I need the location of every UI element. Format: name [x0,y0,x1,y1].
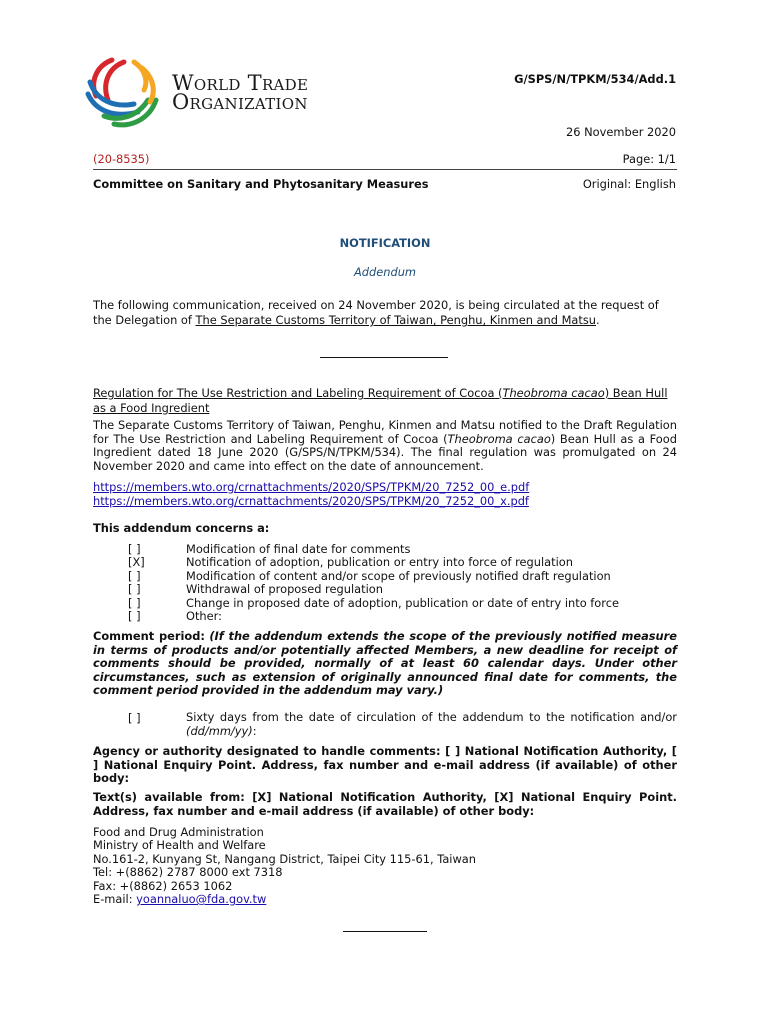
intro-end: . [596,313,600,327]
texts-available-paragraph: Text(s) available from: [X] National Notification Authority, [X] National Enquiry Point. Address, fax number and e-mail address (if available) of other body: [93,790,677,818]
link-original-pdf[interactable]: https://members.wto.org/crnattachments/2020/SPS/TPKM/20_7252_00_x.pdf [93,494,529,508]
comment-option-date: (dd/mm/yy) [186,723,253,738]
regulation-title-part2: ) Bean Hull as a Food Ingredient [93,386,668,415]
regulation-title [93,386,677,416]
committee-name: Committee on Sanitary and Phytosanitary Measures [93,177,429,191]
checkbox: [ ] [128,609,141,623]
comment-option [186,711,677,738]
contact-fax: Fax: +(8862) 2653 1062 [93,878,233,893]
email-label: E-mail: [93,892,137,907]
comment-period [93,630,677,698]
org-name-line2: Organization [172,90,308,114]
checkbox: [ ] [128,582,141,597]
email-link[interactable]: yoannaluo@fda.gov.tw [136,892,267,907]
link-english-pdf[interactable]: https://members.wto.org/crnattachments/2020/SPS/TPKM/20_7252_00_e.pdf [93,480,530,494]
regulation-body [93,419,677,473]
org-name [172,71,309,114]
notification-heading: NOTIFICATION [339,236,431,250]
contact-email-row [93,893,677,906]
checkbox: [ ] [128,568,141,583]
intro-text: The following communication, received on 24 November 2020, is being circulated at the request of the Delegation of [93,298,659,327]
comment-option-text: Sixty days from the date of circulation of the addendum to the notification and/or [186,710,677,724]
section-separator [320,357,448,358]
contact-tel: Tel: +(8862) 2787 8000 ext 7318 [93,865,283,880]
attachment-links [93,480,677,508]
comment-option-checkbox: [ ] [128,711,141,725]
regulation-body-species: Theobroma cacao [447,431,551,446]
regulation-body-part2: ) Bean Hull as a Food Ingredient dated 18 June 2020 (G/SPS/N/TPKM/534). The final regulation was promulgated on 24 November 2020 and came into effect on the date of announcement. [93,431,677,473]
comment-period-label: Comment period: [93,629,205,643]
checkbox-checked: [X] [128,555,145,570]
comment-period-text: (If the addendum extends the scope of the previously notified measure in terms of products and/or potentially affected Members, a new deadline for receipt of comments should be provided, normally of at least 60 calendar days. Under other circumstances, such as extension of originally announced final date for comments, the comment period provided in the addendum may vary.) [93,629,677,698]
original-language: Original: English [582,177,676,191]
wto-logo-icon [82,56,162,128]
end-separator [343,931,427,932]
org-name-line1: World Trade [172,71,309,95]
page-number: Page: 1/1 [622,152,676,166]
addendum-subheading: Addendum [353,265,417,279]
contact-address: No.161-2, Kunyang St, Nangang District, Taipei City 115-61, Taiwan [93,851,476,866]
document-date: 26 November 2020 [566,125,676,139]
contact-block [93,826,677,906]
header-divider [93,169,677,170]
document-symbol: G/SPS/N/TPKM/534/Add.1 [514,72,676,86]
member-name: The Separate Customs Territory of Taiwan, Penghu, Kinmen and Matsu [195,313,597,327]
contact-agency: Food and Drug Administration [93,825,264,839]
contact-ministry: Ministry of Health and Welfare [93,838,266,853]
concern-label: Other: [186,609,222,623]
concern-label: Modification of final date for comments [186,542,411,556]
concern-label: Change in proposed date of adoption, publication or date of entry into force [186,595,619,610]
concern-label: Withdrawal of proposed regulation [186,582,383,597]
checkbox: [ ] [128,542,141,556]
regulation-title-part1: Regulation for The Use Restriction and Labeling Requirement of Cocoa ( [93,386,503,400]
intro-paragraph [93,298,677,328]
agency-paragraph: Agency or authority designated to handle comments: [ ] National Notification Authority, [ ] National Enquiry Point. Address, fax number and e-mail address (if available) of other body: [93,744,677,786]
concern-label: Notification of adoption, publication or entry into force of regulation [186,555,573,570]
concern-label: Modification of content and/or scope of previously notified draft regulation [186,568,611,583]
checkbox: [ ] [128,595,141,610]
regulation-body-part1: The Separate Customs Territory of Taiwan, Penghu, Kinmen and Matsu notified to the Draft Regulation for The Use Restriction and Labeling Requirement of Cocoa ( [93,418,677,446]
regulation-title-species: Theobroma cacao [502,386,605,400]
comment-option-colon: : [252,723,257,738]
document-number: (20-8535) [93,152,150,166]
concerns-heading: This addendum concerns a: [93,521,270,535]
concerns-list [0,542,770,624]
